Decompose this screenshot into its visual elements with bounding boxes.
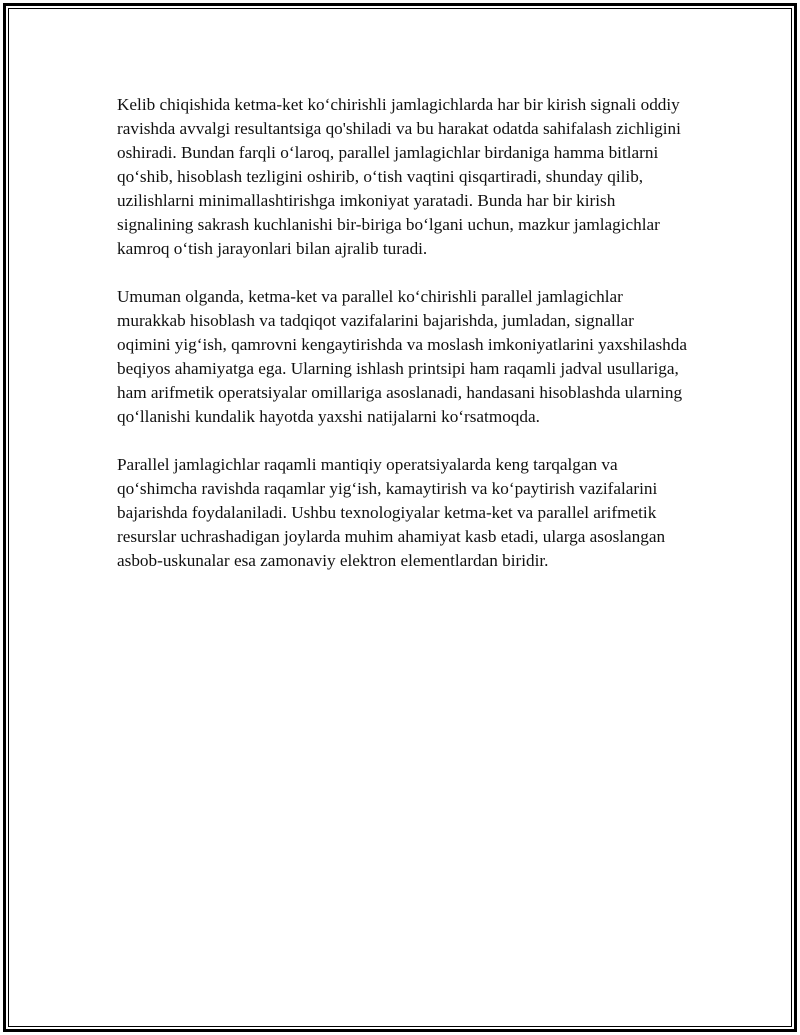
document-body: [117, 93, 687, 597]
paragraph-1: Kelib chiqishida ketma-ket ko‘chirishli jamlagichlarda har bir kirish signali oddiy ravishda avvalgi resultantsiga qo'shiladi va bu harakat odatda sahifalash zichligini oshiradi. Bundan farqli o‘laroq, parallel jamlagichlar birdaniga hamma bitlarni qo‘shib, hisoblash tezligini oshirib, o‘tish vaqtini qisqartiradi, shunday qilib, uzilishlarni minimallashtirishga imkoniyat yaratadi. Bunda har bir kirish signalining sakrash kuchlanishi bir-biriga bo‘lgani uchun, mazkur jamlagichlar kamroq o‘tish jarayonlari bilan ajralib turadi.: [117, 95, 681, 258]
paragraph-2: Umuman olganda, ketma-ket va parallel ko‘chirishli parallel jamlagichlar murakkab hisoblash va tadqiqot vazifalarini bajarishda, jumladan, signallar oqimini yig‘ish, qamrovni kengaytirishda va moslash imkoniyatlarini yaxshilashda beqiyos ahamiyatga ega. Ularning ishlash printsipi ham raqamli jadval usullariga, ham arifmetik operatsiyalar omillariga asoslanadi, handasani hisoblashda ularning qo‘llanishi kundalik hayotda yaxshi natijalarni ko‘rsatmoqda.: [117, 287, 687, 426]
paragraph-3: Parallel jamlagichlar raqamli mantiqiy operatsiyalarda keng tarqalgan va qo‘shimcha ravishda raqamlar yig‘ish, kamaytirish va ko‘paytirish vazifalarini bajarishda foydalaniladi. Ushbu texnologiyalar ketma-ket va parallel arifmetik resurslar uchrashadigan joylarda muhim ahamiyat kasb etadi, ularga asoslangan asbob-uskunalar esa zamonaviy elektron elementlardan biridir.: [117, 455, 666, 570]
